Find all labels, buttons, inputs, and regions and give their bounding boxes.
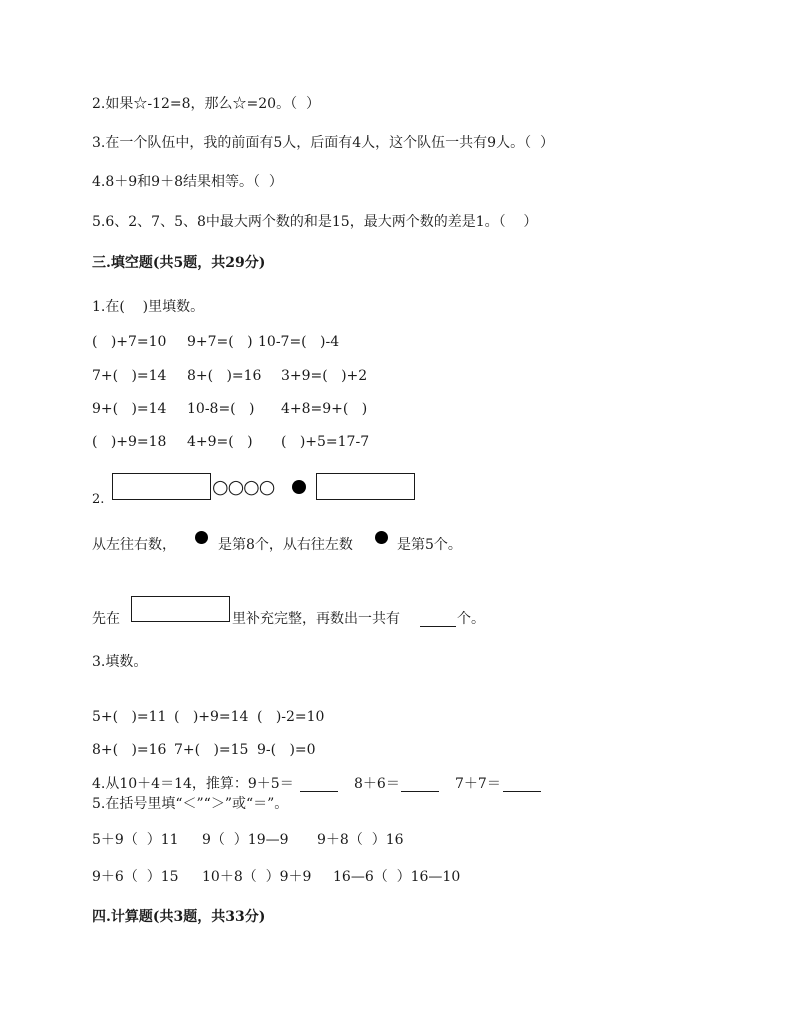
section-4-title: 四.计算题(共3题，共33分) <box>92 909 266 925</box>
right-answer-box[interactable] <box>316 473 415 500</box>
fill-q1-r3-c1: 9+( )=14 <box>92 401 167 417</box>
judge-question-3: 3.在一个队伍中，我的前面有5人，后面有4人，这个队伍一共有9人。（ ） <box>92 135 554 151</box>
fill-q5-r2-c1: 9＋6（ ）15 <box>92 869 179 885</box>
fill-q5-r2-c3: 16—6（ ）16—10 <box>333 869 461 885</box>
fill-q1-r2-c3: 3+9=( )+2 <box>281 368 368 384</box>
fill-q1-r4-c2: 4+9=( ) <box>187 434 253 450</box>
fill-q2-task-b: 里补充完整，再数出一共有 <box>232 611 400 627</box>
fill-q2-desc-c: 是第5个。 <box>397 537 462 553</box>
fill-q1-r4-c1: ( )+9=18 <box>92 434 167 450</box>
fill-q1-r2-c1: 7+( )=14 <box>92 368 167 384</box>
fill-q1-r3-c3: 4+8=9+( ) <box>281 401 368 417</box>
fill-q1-r1-c1: ( )+7=10 <box>92 334 167 350</box>
fill-q1-r1-c2: 9+7=( ) <box>187 334 253 350</box>
fill-q2-number: 2. <box>92 492 105 507</box>
fill-q2-task-c: 个。 <box>457 611 485 627</box>
fill-q4-blank-b[interactable] <box>401 777 439 792</box>
fill-q3-r2-c3: 9-( )=0 <box>257 742 316 758</box>
judge-question-2: 2.如果☆-12=8，那么☆=20。（ ） <box>92 96 320 112</box>
fill-q5-r1-c1: 5＋9（ ）11 <box>92 832 179 848</box>
fill-q3-title: 3.填数。 <box>92 654 148 670</box>
fill-q1-r2-c2: 8+( )=16 <box>187 368 262 384</box>
judge-question-5: 5.6、2、7、5、8中最大两个数的和是15，最大两个数的差是1。（ ） <box>92 214 538 230</box>
fill-q1-r1-c3: 10-7=( )-4 <box>258 334 340 350</box>
fill-q1-r4-c3: ( )+5=17-7 <box>281 434 370 450</box>
fill-q4-c: 7＋7＝ <box>455 776 501 792</box>
count-blank[interactable] <box>420 612 456 627</box>
black-dot-icon <box>375 531 388 544</box>
fill-q5-title: 5.在括号里填“＜”“＞”或“＝”。 <box>92 796 289 812</box>
fill-q4-blank-c[interactable] <box>503 777 541 792</box>
left-answer-box[interactable] <box>112 473 211 500</box>
fill-q5-r2-c2: 10＋8（ ）9＋9 <box>202 869 312 885</box>
hollow-circles: ○○○○ <box>212 476 275 498</box>
judge-question-4: 4.8＋9和9＋8结果相等。（ ） <box>92 174 283 190</box>
fill-q2-desc-a: 从左往右数， <box>92 537 176 553</box>
fill-q2-task-a: 先在 <box>92 611 120 627</box>
fill-q5-r1-c3: 9＋8（ ）16 <box>317 832 404 848</box>
black-dot-icon <box>195 531 208 544</box>
black-dot-icon <box>292 480 306 494</box>
fill-q1-r3-c2: 10-8=( ) <box>187 401 255 417</box>
fill-q3-r2-c1: 8+( )=16 <box>92 742 167 758</box>
section-3-title: 三.填空题(共5题，共29分) <box>92 255 266 271</box>
fill-q3-r1-c1: 5+( )=11 <box>92 709 167 725</box>
fill-q3-r2-c2: 7+( )=15 <box>174 742 249 758</box>
fill-q4-b: 8＋6＝ <box>354 776 400 792</box>
fill-q3-r1-c3: ( )-2=10 <box>257 709 325 725</box>
fill-q2-desc-b: 是第8个，从右往左数 <box>218 537 353 553</box>
fill-q4-a: 4.从10＋4＝14，推算：9＋5＝ <box>92 776 294 792</box>
fill-q1-title: 1.在( )里填数。 <box>92 299 205 315</box>
inline-answer-box[interactable] <box>131 596 230 622</box>
fill-q5-r1-c2: 9（ ）19—9 <box>202 832 289 848</box>
fill-q3-r1-c2: ( )+9=14 <box>174 709 249 725</box>
fill-q4-blank-a[interactable] <box>300 777 338 792</box>
